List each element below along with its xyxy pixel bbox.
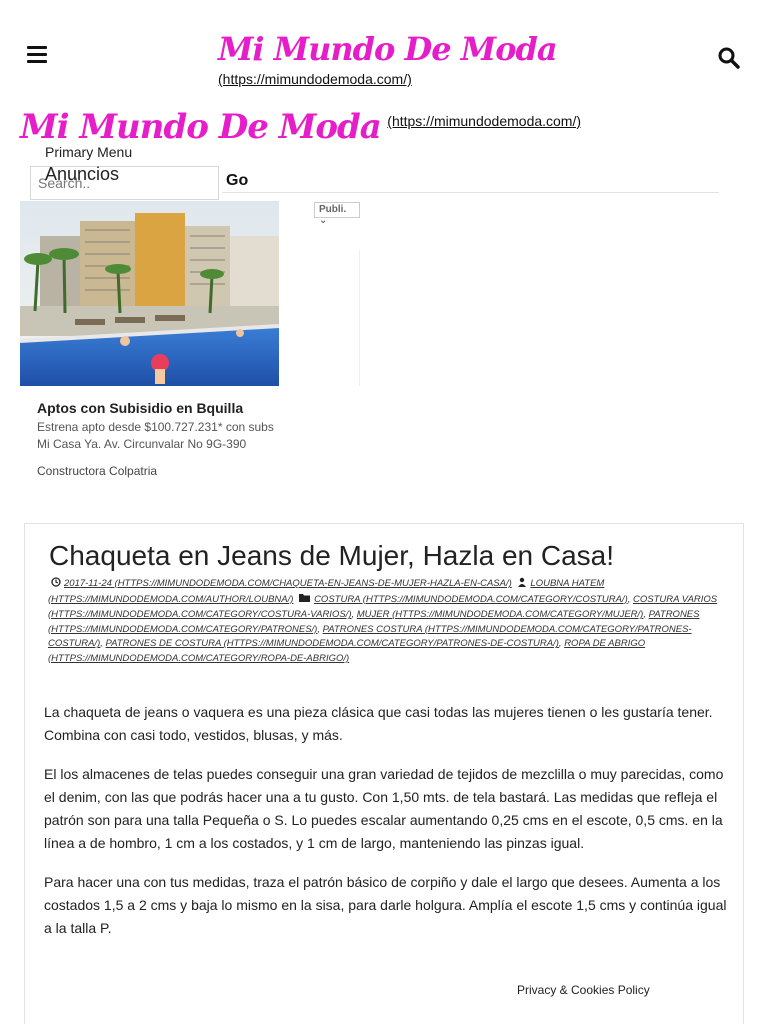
go-button[interactable]: Go [226, 172, 249, 189]
site-title [218, 30, 557, 87]
post-date-link[interactable]: 2017-11-24 (HTTPS://MIMUNDODEMODA.COM/CHAQUETA-EN-JEANS-DE-MUJER-HAZLA-EN-CASA/) [64, 578, 512, 589]
ad-image[interactable] [20, 201, 279, 386]
secondary-logo-text[interactable]: Mi Mundo De Moda [20, 107, 381, 147]
search-input[interactable] [30, 166, 219, 200]
ad-block[interactable] [20, 201, 360, 491]
article-card [24, 523, 744, 1024]
author-link[interactable]: LOUBNA HATEM (HTTPS://MIMUNDODEMODA.COM/AUTHOR/LOUBNA/) [48, 578, 605, 605]
site-logo-url[interactable]: (https://mimundodemoda.com/) [218, 71, 412, 87]
folder-icon [299, 593, 311, 609]
article-paragraph: La chaqueta de jeans o vaquera es una pieza clásica que casi todas las mujeres tienen o les gustaría tener. Combina con casi todo, vestidos, blusas, y más. [44, 704, 713, 743]
ad-description-line-2: Mi Casa Ya. Av. Circunvalar No 9G-390 [37, 437, 247, 451]
user-icon [517, 577, 527, 593]
secondary-logo-url[interactable]: (https://mimundodemoda.com/) [387, 113, 582, 129]
hamburger-menu-icon[interactable] [27, 46, 47, 64]
category-link[interactable]: MUJER (HTTPS://MIMUNDODEMODA.COM/CATEGORY/MUJER/) [356, 609, 644, 621]
clock-icon [51, 577, 61, 593]
article-title: Chaqueta en Jeans de Mujer, Hazla en Casa! [49, 540, 615, 571]
article-meta: 2017-11-24 (HTTPS://MIMUNDODEMODA.COM/CHAQUETA-EN-JEANS-DE-MUJER-HAZLA-EN-CASA/) LOUBNA HATEM (HTTPS://MIMUNDODEMODA.COM/AUTHOR/LOUBNA/) COSTURA (HTTPS://MIMUNDODEMODA.COM/CATEGORY/COSTURA/), COSTURA VARIOS (HTTPS://MIMUNDODEMODA.COM/CATEGORY/COSTURA-VARIOS/), MUJER (HTTPS://MIMUNDODEMODA.COM/CATEGORY/MUJER/), PATRONES (HTTPS://MIMUNDODEMODA.COM/CATEGORY/PATRONES/), PATRONES COSTURA (HTTPS://MIMUNDODEMODA.COM/CATEGORY/PATRONES-COSTURA/), PATRONES DE COSTURA (HTTPS://MIMUNDODEMODA.COM/CATEGORY/PATRONES-DE-COSTURA/), ROPA DE ABRIGO (HTTPS://MIMUNDODEMODA.COM/CATEGORY/ROPA-DE-ABRIGO/) [48, 578, 718, 664]
ad-title[interactable]: Aptos con Subisidio en Bquilla [37, 400, 244, 416]
ad-description-line-1: Estrena apto desde $100.727.231* con subs [37, 420, 274, 434]
secondary-logo [20, 108, 581, 146]
article-paragraph: Para hacer una con tus medidas, traza el patrón básico de corpiño y dale el largo que desees. Aumenta a los costados 1,5 a 2 cms y baja lo mismo en la sisa, para darle holgura. Amplía el escote 1,5 cms y continúa igual a la talla P. [44, 874, 727, 936]
primary-menu-label[interactable]: Primary Menu [45, 144, 133, 160]
category-link[interactable]: PATRONES (HTTPS://MIMUNDODEMODA.COM/CATEGORY/PATRONES/) [48, 609, 700, 635]
category-link[interactable]: PATRONES COSTURA (HTTPS://MIMUNDODEMODA.COM/CATEGORY/PATRONES-COSTURA/) [48, 623, 692, 650]
ad-advertiser[interactable]: Constructora Colpatria [37, 464, 158, 478]
ad-image-panel [279, 250, 360, 386]
article-body [44, 701, 734, 956]
site-logo[interactable]: Mi Mundo De Moda [218, 30, 557, 68]
category-link[interactable]: COSTURA VARIOS (HTTPS://MIMUNDODEMODA.COM/CATEGORY/COSTURA-VARIOS/) [48, 593, 718, 621]
privacy-cookies-policy-link[interactable]: Privacy & Cookies Policy [517, 983, 650, 997]
article-paragraph: El los almacenes de telas puedes conseguir una gran variedad de tejidos de mezclilla o muy parecidas, como el denim, con las que podrás hacer una a tu gusto. Con 1,50 mts. de tela bastará. Las medidas que refleja el patrón son para una talla Pequeña o S. Lo puedes escalar aumentando 0,25 cms en el escote, 0,5 cms. en la línea a de hombro, 1 cm a los costados, y 1 cm de largo, manteniendo las pinzas igual. [44, 766, 724, 851]
header-divider [222, 192, 719, 193]
category-link[interactable]: PATRONES DE COSTURA (HTTPS://MIMUNDODEMODA.COM/CATEGORY/PATRONES-DE-COSTURA/) [105, 638, 559, 650]
category-link[interactable]: COSTURA (HTTPS://MIMUNDODEMODA.COM/CATEGORY/COSTURA/) [314, 593, 628, 605]
search-icon[interactable] [717, 46, 741, 70]
ad-badge[interactable]: Publi. ⌄ [314, 202, 360, 218]
ads-label: Anuncios [45, 164, 120, 184]
category-link[interactable]: ROPA DE ABRIGO (HTTPS://MIMUNDODEMODA.COM/CATEGORY/ROPA-DE-ABRIGO/) [48, 638, 646, 664]
